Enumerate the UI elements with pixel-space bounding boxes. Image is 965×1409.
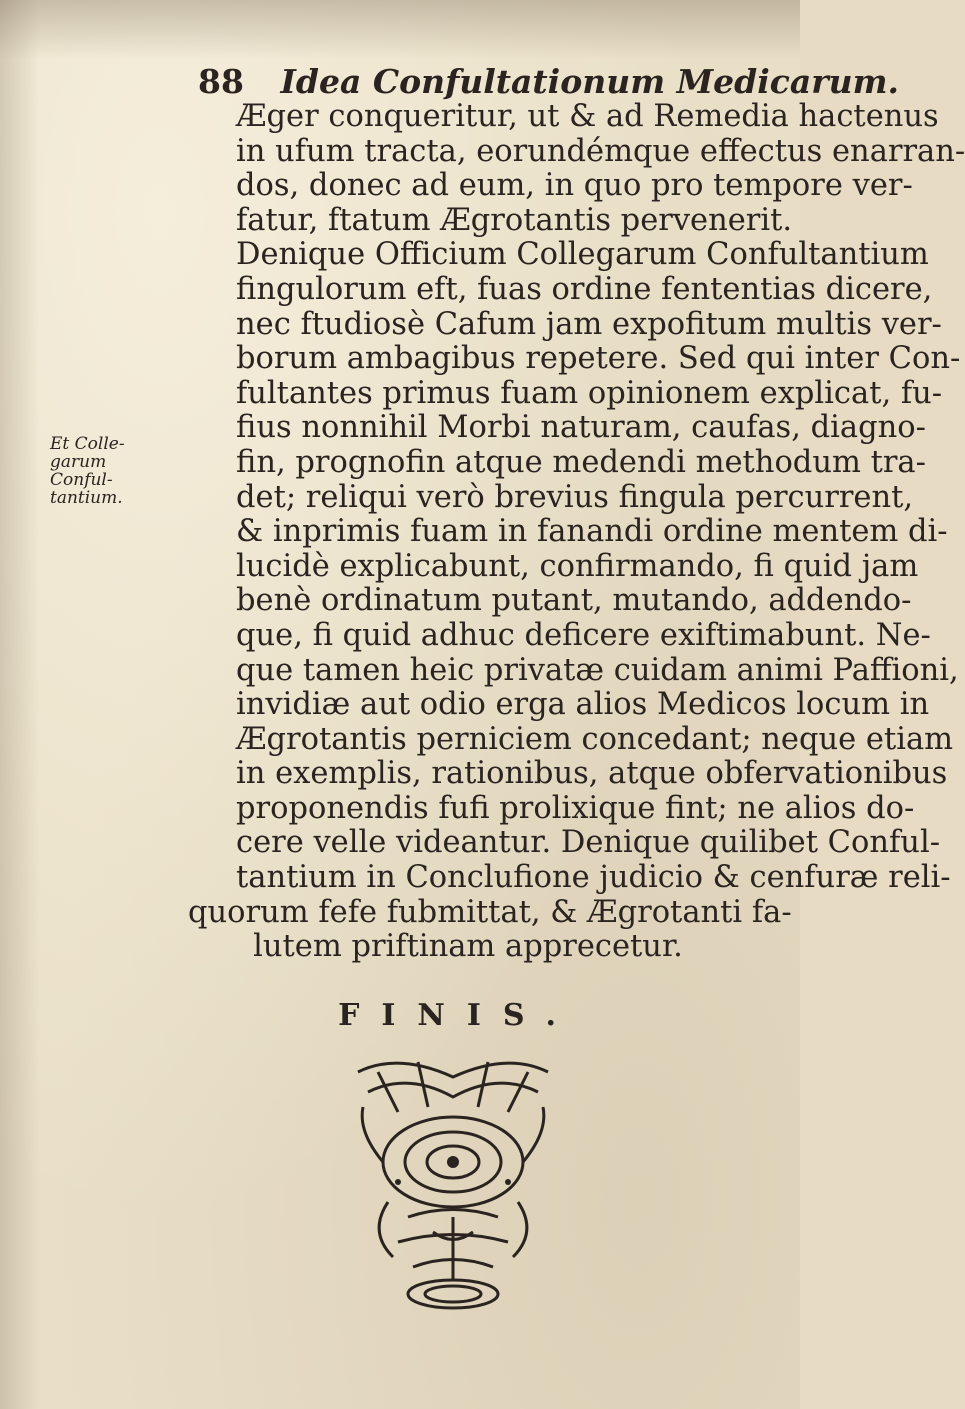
text-line: quorum fefe fubmittat, & Ægrotanti fa- <box>188 894 792 930</box>
marginal-note-line: tantium. <box>50 488 123 508</box>
text-line: lutem priftinam apprecetur. <box>253 929 683 965</box>
finis-heading: FINIS. <box>338 998 578 1033</box>
text-line: fatur, ftatum Ægrotantis pervenerit. <box>236 202 793 238</box>
page-shadow-left <box>0 0 40 1409</box>
text-line: Denique Officium Collegarum Confultantium <box>236 237 929 273</box>
text-line: & inprimis fuam in fanandi ordine mentem di- <box>236 514 948 550</box>
text-line: fingulorum eft, fuas ordine fententias dicere, <box>236 271 933 307</box>
text-line: Ægrotantis perniciem concedant; neque etiam <box>236 721 954 757</box>
text-line: det; reliqui verò brevius fingula percurrent, <box>236 479 914 515</box>
text-line: benè ordinatum putant, mutando, addendo- <box>236 583 912 619</box>
text-line: in ufum tracta, eorundémque effectus enarran- <box>236 133 965 169</box>
marginal-note <box>50 435 142 507</box>
page-shadow-top <box>0 0 800 60</box>
running-title: Idea Confultationum Medicarum. <box>280 62 900 101</box>
text-line: dos, donec ad eum, in quo pro tempore ver- <box>236 168 913 204</box>
text-line: nec ftudiosè Cafum jam expofitum multis ver- <box>236 306 942 342</box>
page-header <box>198 62 900 102</box>
text-line: lucidè explicabunt, confirmando, fi quid jam <box>236 548 919 584</box>
text-line: Æger conqueritur, ut & ad Remedia hactenus <box>236 99 939 134</box>
marginal-note-line: garum <box>50 452 107 472</box>
text-line: invidiæ aut odio erga alios Medicos locum in <box>236 687 930 723</box>
body-text <box>188 99 965 965</box>
text-line: borum ambagibus repetere. Sed qui inter Con- <box>236 341 961 377</box>
marginal-note-line: Conful- <box>50 470 113 490</box>
text-line: fin, prognofin atque medendi methodum tra- <box>236 444 926 480</box>
text-line: in exemplis, rationibus, atque obfervationibus <box>236 756 948 792</box>
tailpiece-ornament-icon <box>338 1052 568 1332</box>
text-line: proponendis fufi prolixique fint; ne alios do- <box>236 790 915 826</box>
page-number: 88 <box>198 62 244 101</box>
text-line: tantium in Conclufione judicio & cenfuræ reli- <box>236 860 951 896</box>
marginal-note-line: Et Colle- <box>50 434 125 454</box>
text-line: que tamen heic privatæ cuidam animi Paffioni, <box>236 652 959 688</box>
text-line: fultantes primus fuam opinionem explicat, fu- <box>236 375 943 411</box>
text-line: cere velle videantur. Denique quilibet Conful- <box>236 825 941 861</box>
text-line: que, fi quid adhuc deficere exiftimabunt. Ne- <box>236 617 931 653</box>
text-line: fius nonnihil Morbi naturam, caufas, diagno- <box>236 410 926 446</box>
